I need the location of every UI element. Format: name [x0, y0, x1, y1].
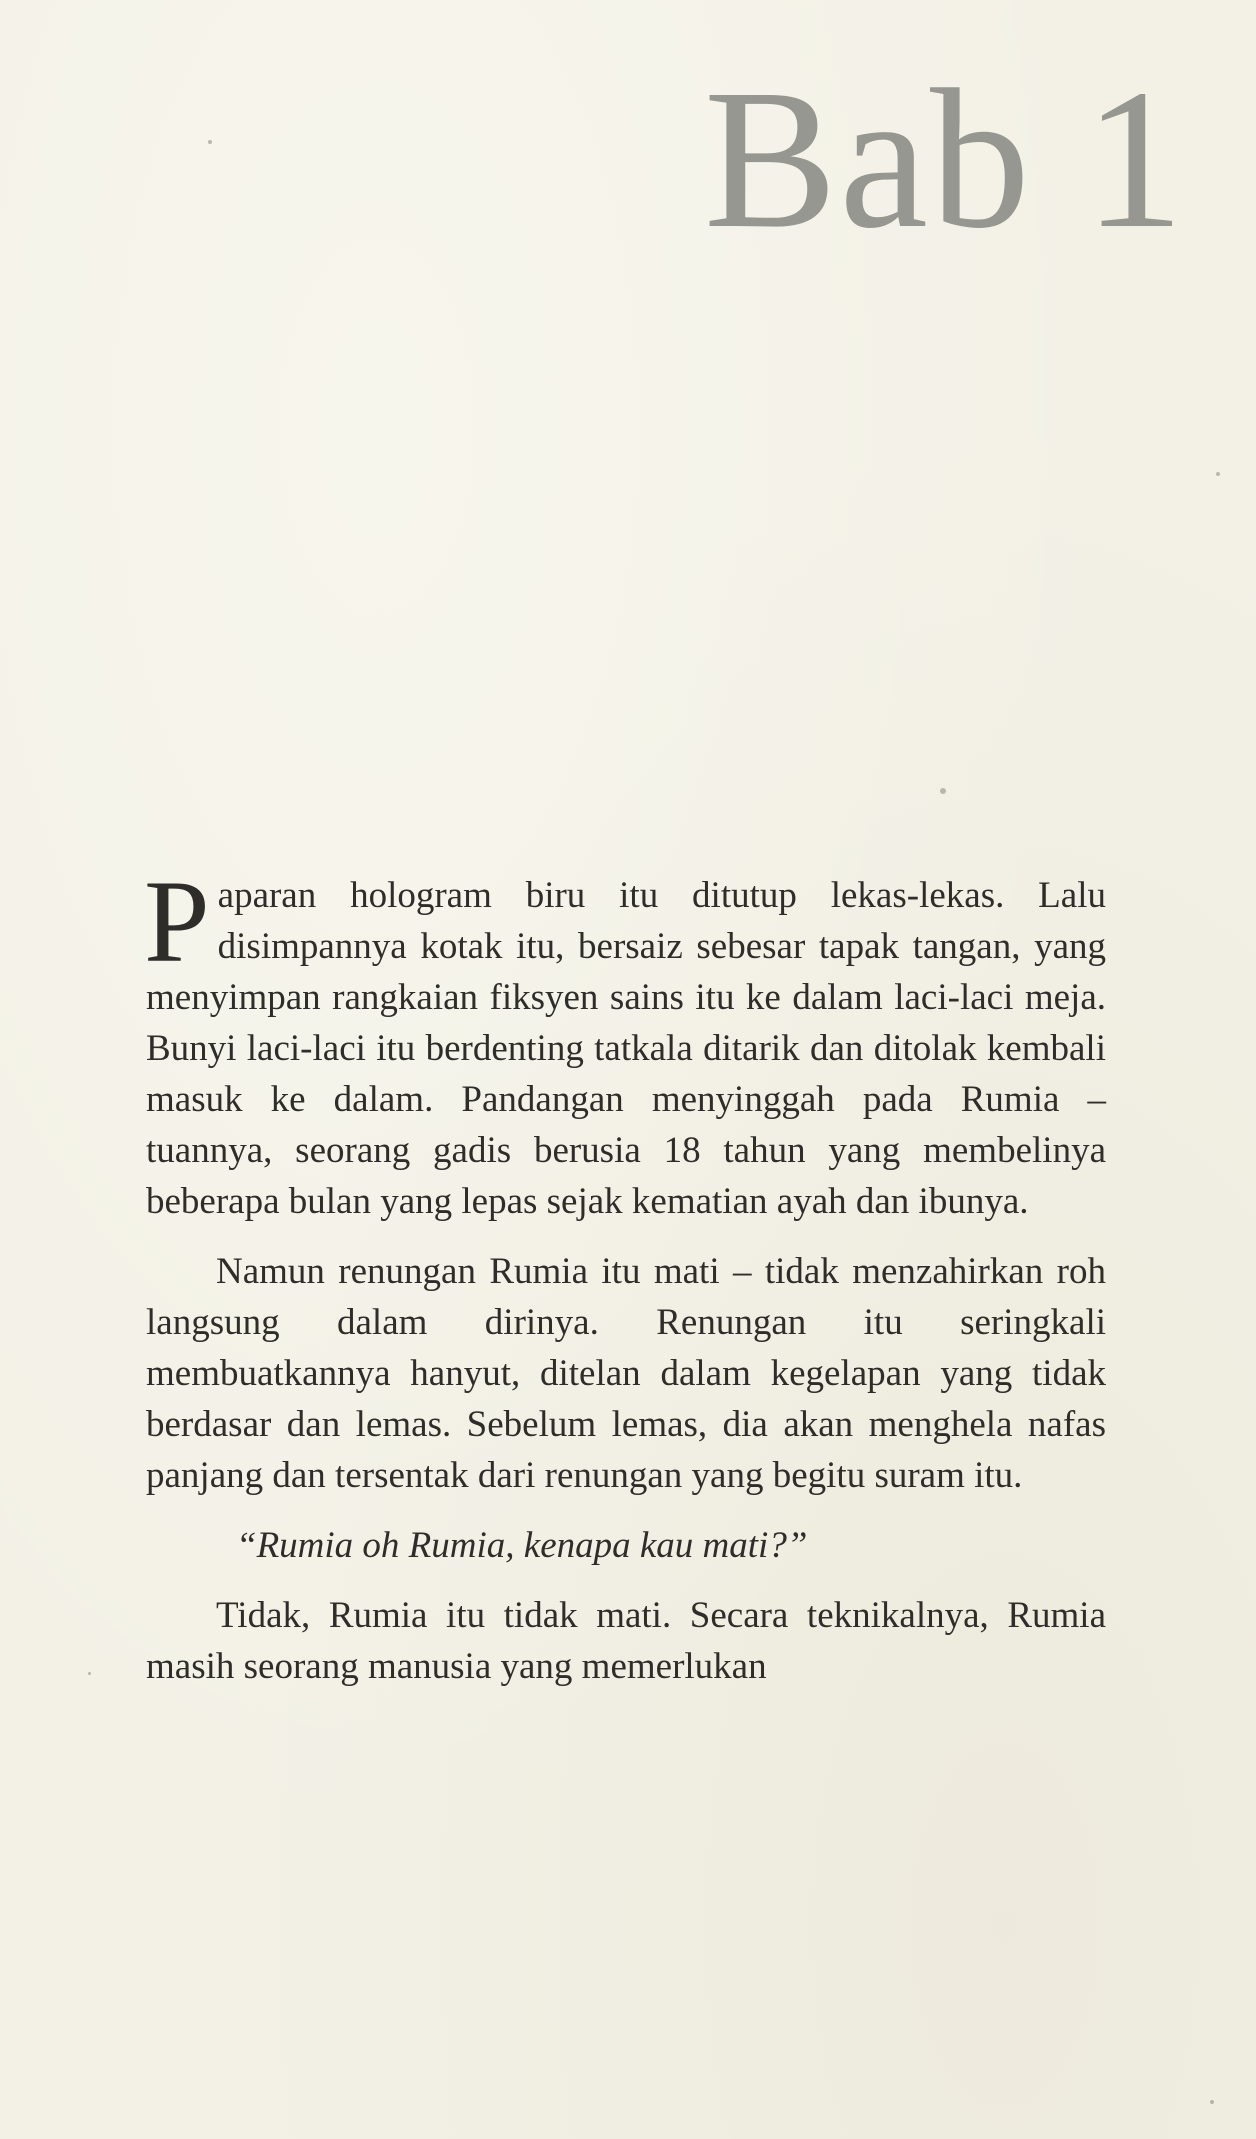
- paragraph-4: Tidak, Rumia itu tidak mati. Secara teknikalnya, Rumia masih seorang manusia yang memerlukan: [146, 1595, 1106, 1687]
- paper-speck: [1210, 2100, 1214, 2104]
- paragraph-2: Namun renungan Rumia itu mati – tidak menzahirkan roh langsung dalam dirinya. Renungan itu seringkali membuatkannya hanyut, ditelan dalam kegelapan yang tidak berdasar dan lemas. Sebelum lemas, dia akan menghela nafas panjang dan tersentak dari renungan yang begitu suram itu.: [146, 1251, 1106, 1496]
- italic-quote: “Rumia oh Rumia, kenapa kau mati?”: [236, 1525, 808, 1566]
- paragraph-1: [144, 856, 1106, 1227]
- paper-speck: [1216, 472, 1220, 476]
- body-text: [144, 856, 1106, 1711]
- paragraph-1-text: aparan hologram biru itu ditutup lekas-lekas. Lalu disimpannya kotak itu, bersaiz sebesar tapak tangan, yang menyimpan rangkaian fiksyen sains itu ke dalam laci-laci meja. Bunyi laci-laci itu berdenting tatkala ditarik dan ditolak kembali masuk ke dalam. Pandangan menyinggah pada Rumia – tuannya, seorang gadis berusia 18 tahun yang membelinya beberapa bulan yang lepas sejak kematian ayah dan ibunya.: [146, 875, 1106, 1222]
- chapter-title: Bab 1: [703, 49, 1186, 270]
- drop-cap: P: [144, 856, 210, 987]
- paper-speck: [940, 788, 946, 794]
- paper-speck: [88, 1672, 91, 1675]
- paper-speck: [208, 140, 212, 144]
